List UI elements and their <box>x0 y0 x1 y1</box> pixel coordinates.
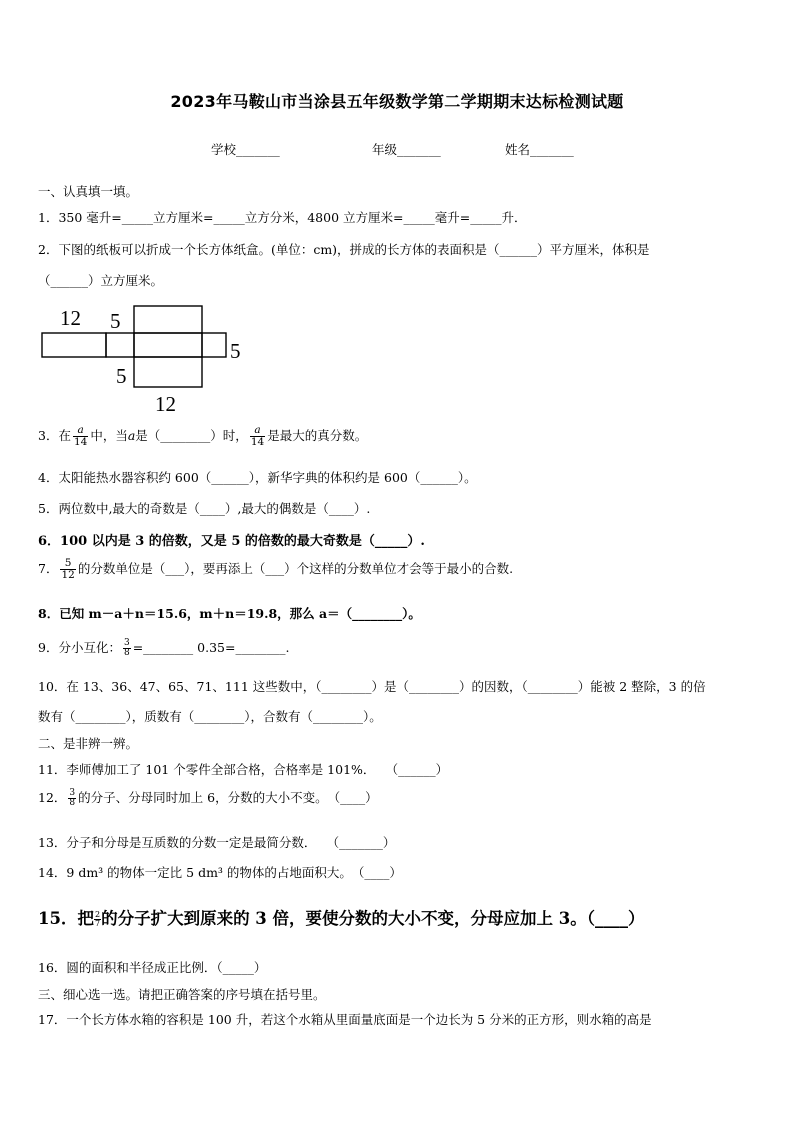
net-face-side <box>106 333 134 357</box>
net-label-12-top: 12 <box>60 306 81 330</box>
q9-text: =________ 0.35=________. <box>132 640 290 655</box>
fraction-numerator: 3 <box>69 787 76 798</box>
net-face-front <box>134 333 202 357</box>
q3-post-1: 是（________）时， <box>135 428 248 444</box>
question-4: 4．太阳能热水器容积约 600（______），新华字典的体积约是 600（______）。 <box>38 470 477 485</box>
net-label-12-bottom: 12 <box>155 392 176 415</box>
net-face-bottom <box>134 357 202 387</box>
question-5: 5．两位数中,最大的奇数是（____）,最大的偶数是（____）. <box>38 501 371 516</box>
question-2-line-2: （______）立方厘米。 <box>38 273 164 288</box>
q7-prefix: 7． <box>38 561 59 577</box>
q3-mid: 中，当 <box>90 428 128 444</box>
grade-field[interactable]: 年级_______ <box>372 142 441 157</box>
q3-post-2: 是最大的真分数。 <box>267 428 368 444</box>
net-face-right <box>202 333 226 357</box>
fraction-a-over-14 <box>73 425 88 448</box>
question-7 <box>38 558 513 581</box>
fraction-denominator: 14 <box>73 436 88 449</box>
question-16: 16．圆的面积和半径成正比例．（_____） <box>38 960 267 975</box>
fraction-a-over-14-second <box>250 425 265 448</box>
page-title: 2023年马鞍山市当涂县五年级数学第二学期期末达标检测试题 <box>170 92 624 111</box>
question-9 <box>38 638 289 658</box>
question-2-line-1: 2．下图的纸板可以折成一个长方体纸盒。(单位：cm)，拼成的长方体的表面积是（______）平方厘米，体积是 <box>38 242 650 257</box>
q15-text: 的分子扩大到原来的 3 倍，要使分数的大小不变，分母应加上 3。（____） <box>101 909 645 928</box>
question-11: 11．李师傅加工了 101 个零件全部合格，合格率是 101%． （______） <box>38 762 449 777</box>
question-10-line-2: 数有（________），质数有（________），合数有（________）。 <box>38 709 382 724</box>
fraction-denominator: 8 <box>123 648 130 658</box>
fraction-5-over-12 <box>60 558 75 581</box>
fraction-numerator: 3 <box>123 637 130 648</box>
q9-prefix: 9．分小互化： <box>38 640 121 655</box>
fraction-numerator: 2 <box>94 909 101 919</box>
fraction-numerator: a <box>73 425 88 437</box>
question-15 <box>38 905 645 929</box>
fraction-denominator: 12 <box>61 569 75 582</box>
question-8: 8．已知 m－a＋n＝15.6，m＋n＝19.8，那么 a＝（________）。 <box>38 606 421 621</box>
fraction-denominator: 7 <box>94 919 101 928</box>
net-label-5-bottom: 5 <box>116 364 127 388</box>
section-heading-2: 二、是非辨一辨。 <box>38 736 139 751</box>
question-17: 17．一个长方体水箱的容积是 100 升，若这个水箱从里面量底面是一个边长为 5 分米的正方形，则水箱的高是 <box>38 1012 652 1027</box>
q12-prefix: 12． <box>38 790 67 805</box>
fraction-3-over-8 <box>68 789 76 809</box>
school-field[interactable]: 学校_______ <box>211 142 280 157</box>
question-14: 14．9 dm³ 的物体一定比 5 dm³ 的物体的占地面积大。 （____） <box>38 865 402 880</box>
question-6: 6．100 以内是 3 的倍数，又是 5 的倍数的最大奇数是（_____）. <box>38 534 425 549</box>
box-net-figure <box>38 300 258 415</box>
q3-variable: a <box>127 428 136 444</box>
fraction-denominator: 8 <box>69 798 76 808</box>
question-13: 13．分子和分母是互质数的分数一定是最简分数． （_______） <box>38 835 396 850</box>
q15-prefix: 15．把 <box>38 909 94 928</box>
section-heading-3: 三、细心选一选。请把正确答案的序号填在括号里。 <box>38 987 326 1002</box>
net-label-5-right: 5 <box>230 339 241 363</box>
question-1: 1．350 毫升=_____立方厘米=_____立方分米，4800 立方厘米=_____毫升=_____升． <box>38 210 527 225</box>
q12-text: 的分子、分母同时加上 6，分数的大小不变。 （____） <box>78 790 378 805</box>
question-10-line-1: 10．在 13、36、47、65、71、111 这些数中，（________）是（________）的因数，（________）能被 2 整除，3 的倍 <box>38 679 706 694</box>
section-heading-1: 一、认真填一填。 <box>38 184 139 199</box>
fraction-numerator: 5 <box>60 558 75 570</box>
question-3 <box>38 425 367 448</box>
net-face-left <box>42 333 106 357</box>
fraction-3-over-8 <box>123 639 131 659</box>
fraction-numerator: a <box>250 425 265 437</box>
q3-prefix: 3．在 <box>38 428 71 444</box>
fraction-2-over-7 <box>94 911 101 929</box>
net-label-5-top: 5 <box>110 309 121 333</box>
name-field[interactable]: 姓名_______ <box>505 142 574 157</box>
q7-text: 的分数单位是（___），要再添上（___）个这样的分数单位才会等于最小的合数. <box>77 561 514 577</box>
question-12 <box>38 788 378 808</box>
fraction-denominator: 14 <box>250 436 265 449</box>
net-face-top <box>134 306 202 333</box>
